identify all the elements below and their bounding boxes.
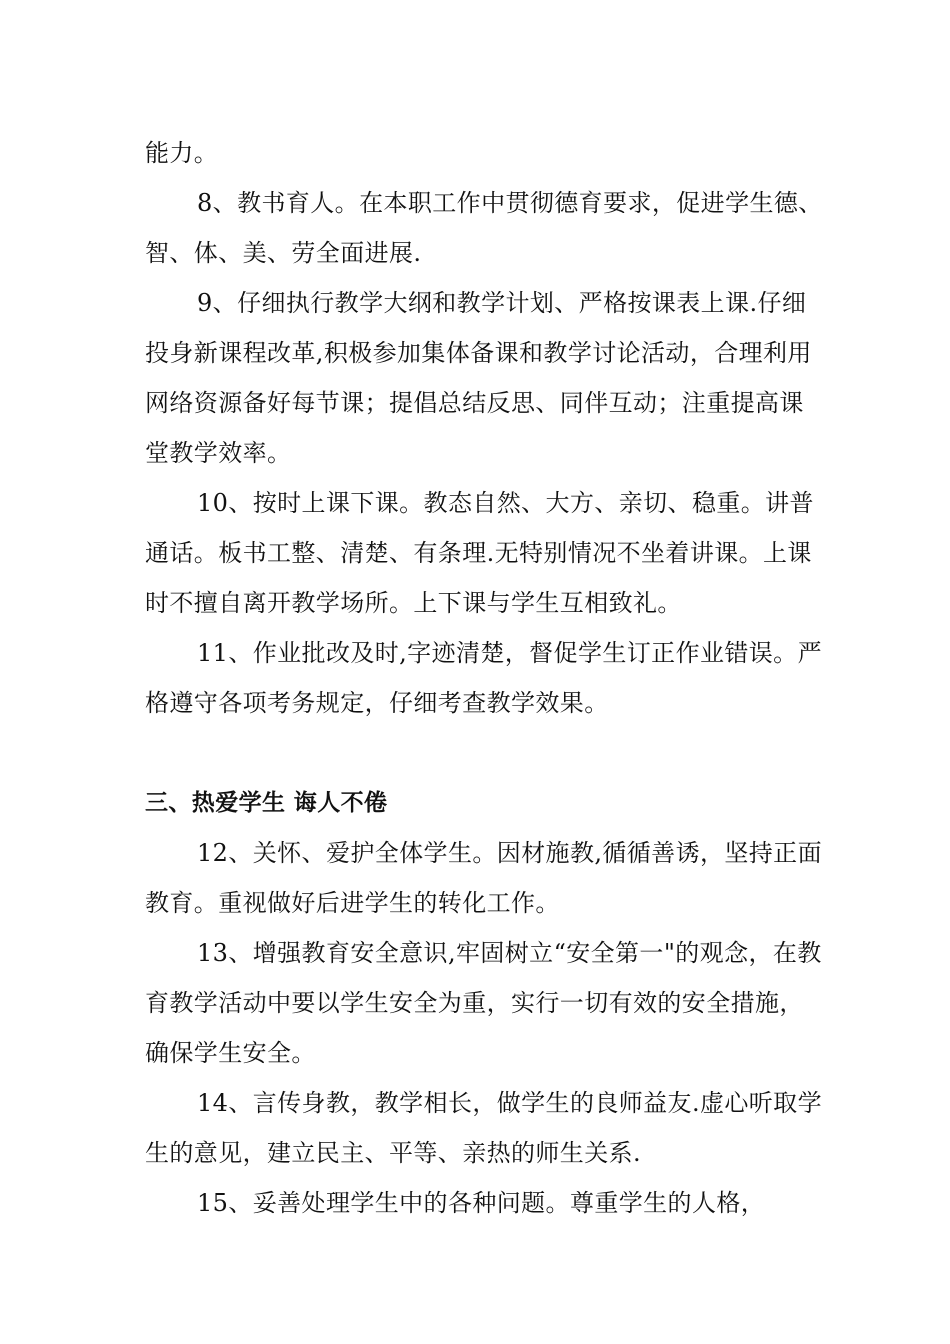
paragraph-item-12: 12、关怀、爱护全体学生。因材施教,循循善诱，坚持正面教育。重视做好后进学生的转化工作。	[145, 839, 822, 917]
paragraph-item-14: 14、言传身教，教学相长，做学生的良师益友.虚心听取学生的意见，建立民主、平等、亲热的师生关系.	[145, 1089, 822, 1167]
paragraph-item-8: 8、教书育人。在本职工作中贯彻德育要求，促进学生德、智、体、美、劳全面进展.	[145, 189, 823, 267]
document-body	[145, 128, 825, 1228]
paragraph-item-10: 10、按时上课下课。教态自然、大方、亲切、稳重。讲普通话。板书工整、清楚、有条理.无特别情况不坐着讲课。上课时不擅自离开教学场所。上下课与学生互相致礼。	[145, 489, 814, 617]
paragraph-item-11: 11、作业批改及时,字迹清楚，督促学生订正作业错误。严格遵守各项考务规定，仔细考查教学效果。	[145, 639, 822, 717]
paragraph-item-9: 9、仔细执行教学大纲和教学计划、严格按课表上课.仔细投身新课程改革,积极参加集体备课和教学讨论活动，合理利用网络资源备好每节课；提倡总结反思、同伴互动；注重提高课堂教学效率。	[145, 289, 812, 467]
paragraph-continuation: 能力。	[145, 139, 219, 167]
paragraph-item-13: 13、增强教育安全意识,牢固树立“安全第一"的观念，在教育教学活动中要以学生安全为重，实行一切有效的安全措施，确保学生安全。	[145, 939, 822, 1067]
paragraph-item-15: 15、妥善处理学生中的各种问题。尊重学生的人格，	[197, 1189, 766, 1217]
section-spacer	[145, 728, 825, 778]
section-heading: 三、热爱学生 诲人不倦	[145, 790, 388, 816]
